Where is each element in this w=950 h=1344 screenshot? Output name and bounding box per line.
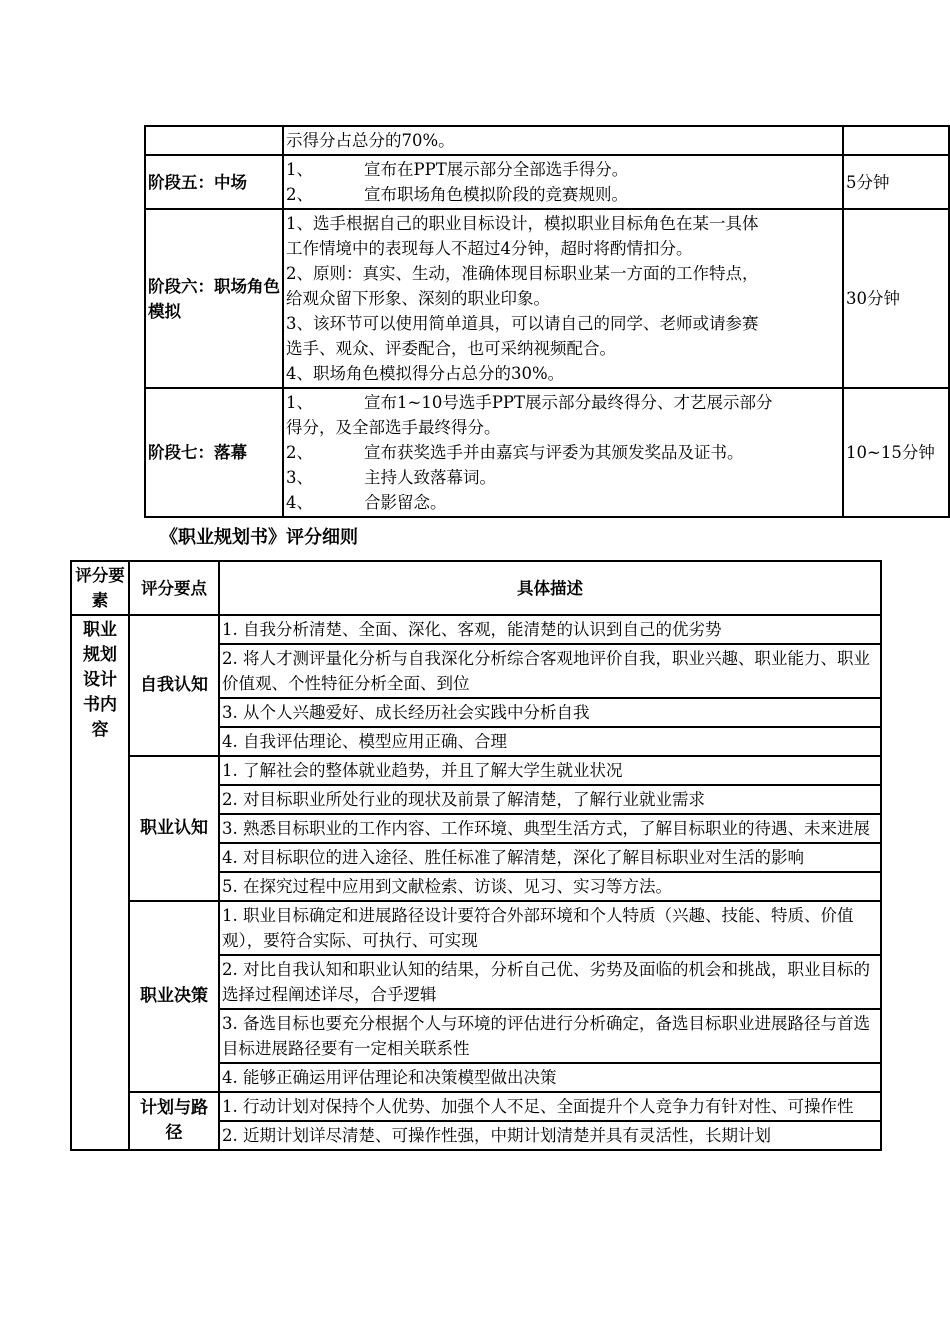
element-cell: 职业规划设计书内容 (71, 615, 129, 1150)
criterion: 1. 职业目标确定和进展路径设计要符合外部环境和个人特质（兴趣、技能、特质、价值观），要符合实际、可执行、可实现 (219, 901, 881, 955)
criterion: 3. 备选目标也要充分根据个人与环境的评估进行分析确定，备选目标职业进展路径与首选目标进展路径要有一定相关联系性 (219, 1009, 881, 1063)
group-career-decision: 职业决策 (129, 901, 219, 1092)
stage-content: 1、 宣布在PPT展示部分全部选手得分。 2、 宣布职场角色模拟阶段的竞赛规则。 (283, 155, 843, 209)
header-element: 评分要素 (71, 561, 129, 615)
stage-content: 示得分占总分的70%。 (283, 126, 843, 155)
group-plan-path: 计划与路径 (129, 1092, 219, 1150)
stage-time: 30分钟 (843, 209, 949, 388)
header-point: 评分要点 (129, 561, 219, 615)
stage-content: 1、选手根据自己的职业目标设计，模拟职业目标角色在某一具体 工作情境中的表现每人不超过4分钟，超时将酌情扣分。 2、原则：真实、生动，准确体现目标职业某一方面的工作特点， 给观众留下形象、深刻的职业印象。 3、该环节可以使用简单道具，可以请自己的同学、老师或请参赛 选手、观众、评委配合，也可采纳视频配合。 4、职场角色模拟得分占总分的30%。 (283, 209, 843, 388)
table-row (145, 126, 949, 155)
criterion: 1. 行动计划对保持个人优势、加强个人不足、全面提升个人竞争力有针对性、可操作性 (219, 1092, 881, 1121)
stages-table (144, 125, 950, 518)
group-career-awareness: 职业认知 (129, 756, 219, 901)
stage-cell: 阶段七：落幕 (145, 388, 283, 517)
table-row (145, 155, 949, 209)
table-row (71, 756, 881, 785)
stage-time (843, 126, 949, 155)
criterion: 1. 自我分析清楚、全面、深化、客观，能清楚的认识到自己的优劣势 (219, 615, 881, 644)
stage-cell (145, 126, 283, 155)
scoring-table (70, 560, 882, 1151)
stage-content: 1、 宣布1~10号选手PPT展示部分最终得分、才艺展示部分 得分，及全部选手最终得分。 2、 宣布获奖选手并由嘉宾与评委为其颁发奖品及证书。 3、 主持人致落幕词。 4、 合影留念。 (283, 388, 843, 517)
table-row (145, 388, 949, 517)
criterion: 3. 熟悉目标职业的工作内容、工作环境、典型生活方式，了解目标职业的待遇、未来进展 (219, 814, 881, 843)
table-row (145, 209, 949, 388)
criterion: 4. 自我评估理论、模型应用正确、合理 (219, 727, 881, 756)
group-self-awareness: 自我认知 (129, 615, 219, 756)
criterion: 2. 将人才测评量化分析与自我深化分析综合客观地评价自我，职业兴趣、职业能力、职业价值观、个性特征分析全面、到位 (219, 644, 881, 698)
table-header-row (71, 561, 881, 615)
section-heading: 《职业规划书》评分细则 (160, 527, 358, 548)
criterion: 2. 对比自我认知和职业认知的结果，分析自己优、劣势及面临的机会和挑战，职业目标的选择过程阐述详尽，合乎逻辑 (219, 955, 881, 1009)
stage-time: 5分钟 (843, 155, 949, 209)
criterion: 2. 近期计划详尽清楚、可操作性强，中期计划清楚并具有灵活性，长期计划 (219, 1121, 881, 1150)
table-row (71, 901, 881, 955)
table-row (71, 615, 881, 644)
header-desc: 具体描述 (219, 561, 881, 615)
criterion: 5. 在探究过程中应用到文献检索、访谈、见习、实习等方法。 (219, 872, 881, 901)
stage-time: 10~15分钟 (843, 388, 949, 517)
criterion: 4. 对目标职位的进入途径、胜任标准了解清楚，深化了解目标职业对生活的影响 (219, 843, 881, 872)
stage-cell: 阶段六：职场角色模拟 (145, 209, 283, 388)
criterion: 2. 对目标职业所处行业的现状及前景了解清楚，了解行业就业需求 (219, 785, 881, 814)
criterion: 1. 了解社会的整体就业趋势，并且了解大学生就业状况 (219, 756, 881, 785)
criterion: 3. 从个人兴趣爱好、成长经历社会实践中分析自我 (219, 698, 881, 727)
stage-cell: 阶段五：中场 (145, 155, 283, 209)
criterion: 4. 能够正确运用评估理论和决策模型做出决策 (219, 1063, 881, 1092)
table-row (71, 1092, 881, 1121)
